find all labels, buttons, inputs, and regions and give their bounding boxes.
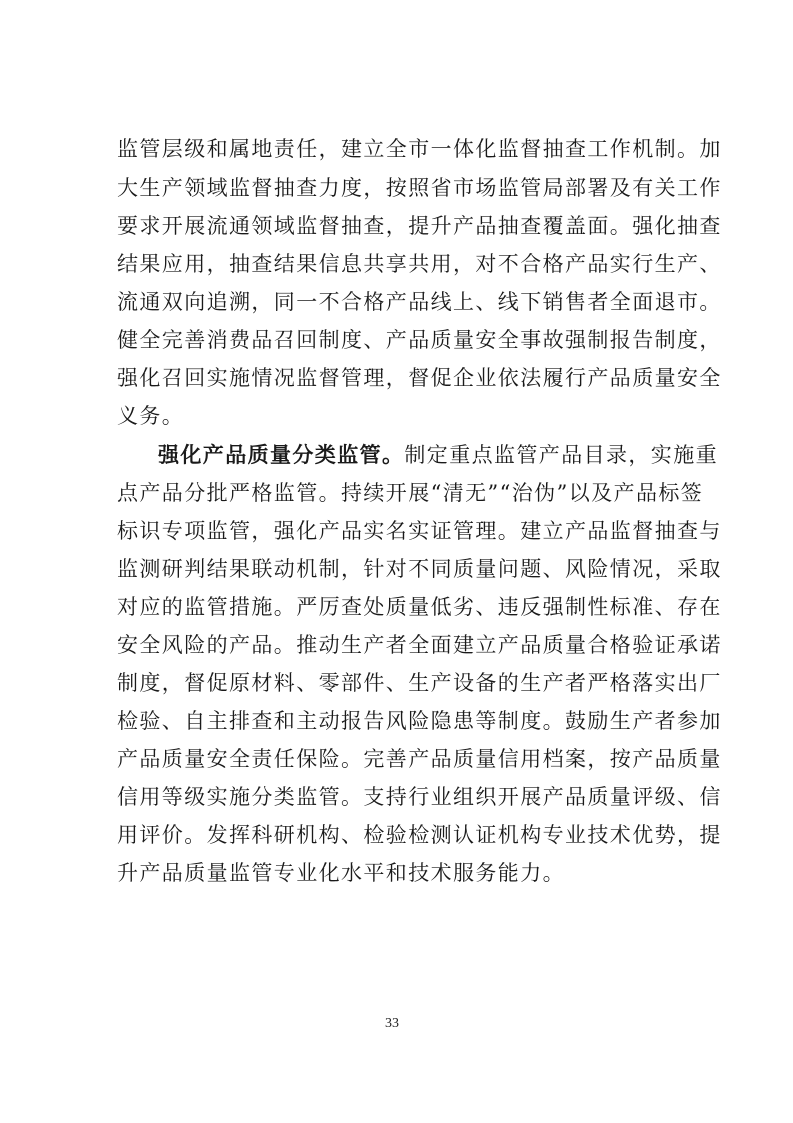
para1-line: 强化召回实施情况监督管理，督促企业依法履行产品质量安全 (117, 366, 722, 390)
para2-line: 点产品分批严格监管。持续开展“清无”“治伪”以及产品标签 (117, 481, 704, 505)
para2-line: 标识专项监管，强化产品实名实证管理。建立产品监督抽查与 (117, 519, 722, 543)
para2-heading: 强化产品质量分类监管。 (158, 442, 405, 467)
para1-line: 流通双向追溯，同一不合格产品线上、线下销售者全面退市。 (117, 290, 722, 314)
para1-line: 要求开展流通领域监督抽查，提升产品抽查覆盖面。强化抽查 (117, 214, 722, 238)
para1-line: 结果应用，抽查结果信息共享共用，对不合格产品实行生产、 (117, 252, 722, 276)
para2-line: 用评价。发挥科研机构、检验检测认证机构专业技术优势，提 (117, 823, 722, 847)
para2-line: 监测研判结果联动机制，针对不同质量问题、风险情况，采取 (117, 557, 722, 581)
para2-line: 产品质量安全责任保险。完善产品质量信用档案，按产品质量 (117, 747, 722, 771)
para2-line: 信用等级实施分类监管。支持行业组织开展产品质量评级、信 (117, 785, 722, 809)
page-number: 33 (385, 1016, 399, 1031)
para1-line: 健全完善消费品召回制度、产品质量安全事故强制报告制度， (117, 328, 722, 352)
para2-first-line (158, 442, 718, 468)
para2-line: 制度，督促原材料、零部件、生产设备的生产者严格落实出厂 (117, 671, 722, 695)
para2-first-line-text: 制定重点监管产品目录，实施重 (404, 443, 719, 467)
para2-line: 检验、自主排查和主动报告风险隐患等制度。鼓励生产者参加 (117, 709, 722, 733)
para2-line: 安全风险的产品。推动生产者全面建立产品质量合格验证承诺 (117, 633, 722, 657)
para1-line: 大生产领域监督抽查力度，按照省市场监管局部署及有关工作 (117, 176, 722, 200)
para1-line: 监管层级和属地责任，建立全市一体化监督抽查工作机制。加 (117, 137, 722, 161)
para2-line: 升产品质量监管专业化水平和技术服务能力。 (117, 861, 565, 885)
para2-line: 对应的监管措施。严厉查处质量低劣、违反强制性标准、存在 (117, 595, 722, 619)
para1-line: 义务。 (117, 404, 185, 428)
